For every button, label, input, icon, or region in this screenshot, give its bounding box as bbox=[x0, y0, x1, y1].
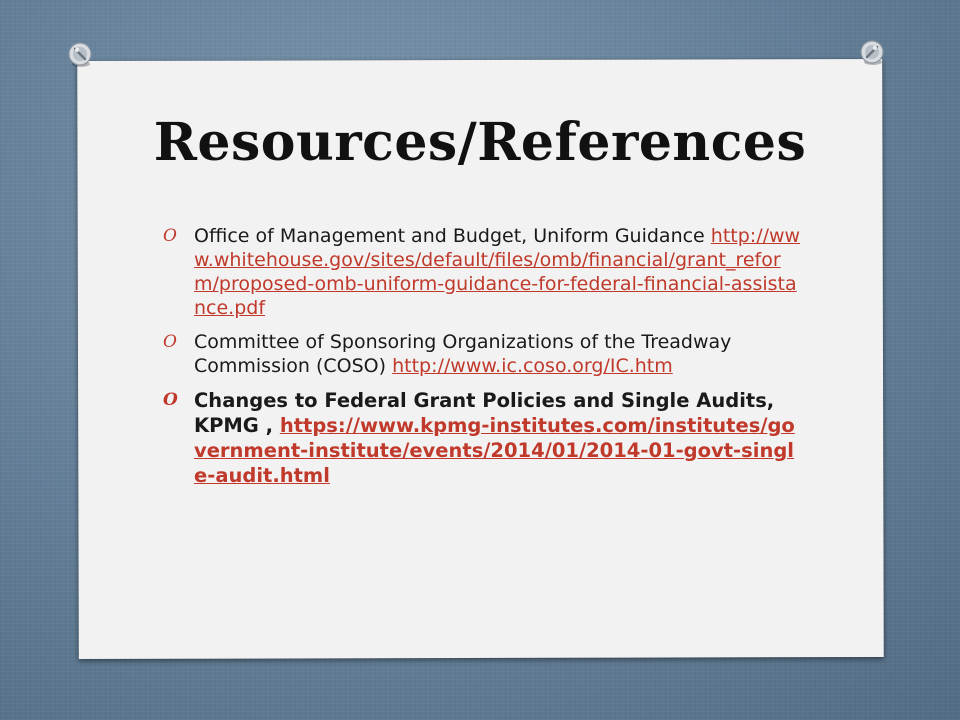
bullet-icon: O bbox=[163, 332, 177, 352]
slide-title: Resources/References bbox=[153, 112, 807, 173]
reference-item bbox=[165, 224, 805, 320]
bullet-icon: O bbox=[163, 226, 177, 246]
thumbtack-icon bbox=[66, 40, 96, 70]
reference-list bbox=[165, 224, 805, 498]
reference-item bbox=[165, 330, 805, 378]
reference-text: Office of Management and Budget, Uniform Guidance bbox=[194, 225, 705, 247]
reference-link-omb[interactable]: http://www.whitehouse.gov/sites/default/files/omb/financial/grant_reform/proposed-omb-uniform-guidance-for-federal-financial-assistance.pdf bbox=[194, 225, 801, 319]
reference-item bbox=[165, 388, 805, 488]
reference-link-coso[interactable]: http://www.ic.coso.org/IC.htm bbox=[392, 355, 673, 377]
reference-text: Changes to Federal Grant Policies and Single Audits, KPMG , bbox=[194, 389, 775, 437]
bullet-icon: O bbox=[163, 390, 178, 410]
reference-link-kpmg[interactable]: https://www.kpmg-institutes.com/institutes/government-institute/events/2014/01/2014-01-govt-single-audit.html bbox=[194, 414, 795, 487]
reference-text: Committee of Sponsoring Organizations of the Treadway Commission (COSO) bbox=[194, 331, 732, 377]
thumbtack-icon bbox=[858, 38, 888, 68]
